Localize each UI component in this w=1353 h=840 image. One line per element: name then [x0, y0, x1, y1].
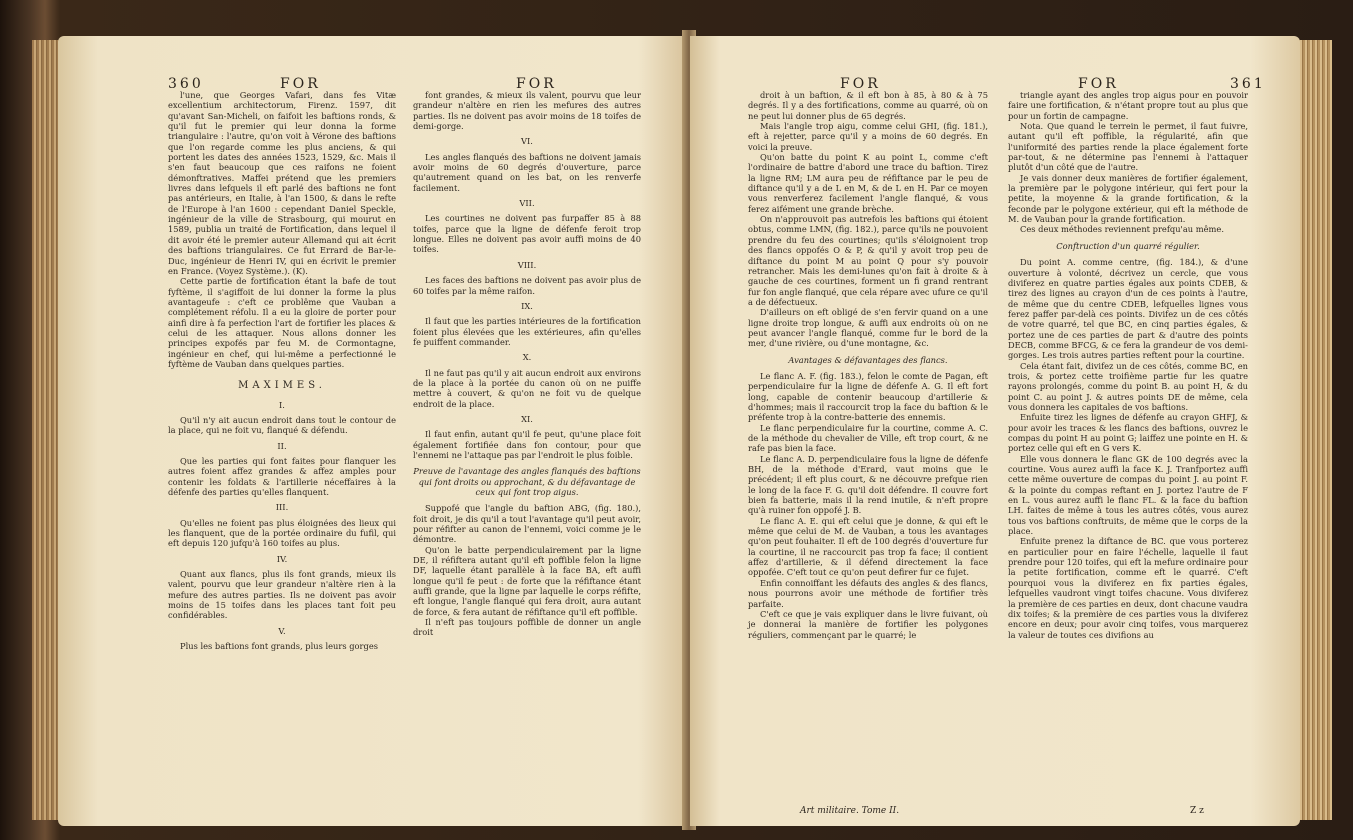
- paragraph: On n'approuvoit pas autrefois les baftions qui étoient obtus, comme LMN, (fig. 182.), parce qu'ils ne pouvoient prendre du feu des courtines; qu'ils s'éloignoient trop des flancs oppofés O & P, & qu'il y avoit trop peu de diftance du point M au point Q pour s'y pouvoir retrancher. Mais les demi-lunes qu'on fait à droite & à gauche de ces courtines, forment un fi grand rentrant fur fon angle flanqué, que cela répare avec ufure ce qu'il a de défectueux.: [748, 214, 988, 307]
- paragraph: Enfuite tirez les lignes de défenfe au crayon GHFJ, & pour avoir les traces & les flancs des baftions, ouvrez le compas du point H au point G; laiffez une pointe en H. & portez celle qui eft en G vers K.: [1008, 412, 1248, 454]
- maxim-number: VI.: [521, 136, 533, 147]
- paragraph: Il n'eft pas toujours poffible de donner un angle droit: [413, 617, 641, 638]
- section-heading: Avantages & défavantages des flancs.: [788, 354, 948, 365]
- left-column-1: [168, 90, 396, 652]
- maxim-number: IV.: [276, 553, 288, 564]
- maxim-text: Il ne faut pas qu'il y ait aucun endroit aux environs de la place à la portée du canon où on ne puiffe mettre à couvert, & qu'on ne foit vu de quelque endroit de la place.: [413, 367, 641, 409]
- left-page-number: 360: [168, 76, 204, 92]
- paragraph: l'une, que Georges Vafari, dans fes Vitæ excellentium architectorum, Firenz. 1597, dit qu'avant San-Micheli, on faifoit les baftions ronds, & qu'il fut le premier qui leur donna la forme triangulaire : l'autre, qu'on voit à Vérone des baftions que l'on regarde comme les plus anciens, & qui portent les dates des années 1523, 1529, &c. Mais il s'en faut beaucoup que ces raifons ne foient démonftratives. Maffei prétend que les premiers livres dans lefquels il eft parlé des baftions ne font pas antérieurs, en Italie, à l'an 1500, & dans le refte de l'Europe à l'an 1600 : cependant Daniel Speckle, ingénieur de la ville de Strasbourg, qui mourut en 1589, publia un traité de Fortification, dans lequel il dit avoir été le premier auteur Allemand qui ait écrit des baftions triangulaires. Ce fut Errard de Bar-le-Duc, ingénieur de Henri IV, qui en écrivit le premier en France. (Voyez Système.). (K).: [168, 90, 396, 276]
- maxim-text: Que les parties qui font faites pour flanquer les autres foient affez grandes & affez amples pour contenir les foldats & l'artillerie néceffaires à la défenfe des parties qu'elles flanquent.: [168, 456, 396, 498]
- maxim-text: Qu'il n'y ait aucun endroit dans tout le contour de la place, qui ne foit vu, flanqué & défendu.: [168, 414, 396, 436]
- maxim-number: III.: [275, 502, 289, 513]
- left-running-head-1: FOR: [280, 76, 321, 92]
- footer-volume: Art militaire. Tome II.: [800, 806, 900, 816]
- paragraph: Le flanc A. D. perpendiculaire fous la ligne de défenfe BH, de la méthode d'Erard, vaut moins que le précédent; il eft plus court, & ne découvre prefque rien le long de la face F. G. qu'il doit défendre. Il couvre fort bien fa batterie, mais il la rend inutile, & n'eft propre qu'à ruiner fon oppofé J. B.: [748, 453, 988, 516]
- maxim-text: Les faces des baftions ne doivent pas avoir plus de 60 toifes par la même raifon.: [413, 275, 641, 296]
- right-page-number: 361: [1230, 76, 1266, 92]
- maxim-text: Plus les baftions font grands, plus leurs gorges: [180, 641, 378, 652]
- section-heading: Preuve de l'avantage des angles flanqués des baftions qui font droits ou approchant, & du défavantage de ceux qui font trop aigus.: [413, 466, 641, 497]
- left-page: [58, 36, 686, 826]
- paragraph: font grandes, & mieux ils valent, pourvu que leur grandeur n'altère en rien les mefures des autres parties. Ils ne doivent pas avoir moins de 18 toifes de demi-gorge.: [413, 90, 641, 132]
- maxim-number: VII.: [519, 198, 535, 209]
- paragraph: triangle ayant des angles trop aigus pour en pouvoir faire une fortification, & n'étant propre tout au plus que pour un fortin de campagne.: [1008, 90, 1248, 121]
- paragraph: Nota. Que quand le terrein le permet, il faut fuivre, autant qu'il eft poffible, la régularité, afin que l'uniformité des parties rende la place également forte par-tout, & ne détermine pas l'ennemi à l'attaquer plutôt d'un côté que de l'autre.: [1008, 121, 1248, 173]
- paragraph: Le flanc perpendiculaire fur la courtine, comme A. C. de la méthode du chevalier de Ville, eft trop court, & ne rafe pas bien la face.: [748, 422, 988, 454]
- maxim-text: Il faut enfin, autant qu'il fe peut, qu'une place foit également fortifiée dans fon contour, pour que l'ennemi ne l'attaque pas par l'endroit le plus foible.: [413, 429, 641, 460]
- paragraph: D'ailleurs on eft obligé de s'en fervir quand on a une ligne droite trop longue, & auffi aux endroits où on ne peut avancer l'angle flanqué, comme fur le bord de la mer, d'une rivière, ou d'une montagne, &c.: [748, 307, 988, 349]
- maxim-text: Qu'elles ne foient pas plus éloignées des lieux qui les flanquent, que de la portée ordinaire du fufil, qui eft depuis 120 jufqu'à 160 toifes au plus.: [168, 517, 396, 549]
- paragraph: Qu'on le batte perpendiculairement par la ligne DE, il réfiftera autant qu'il eft poffible felon la ligne DF, laquelle étant parallèle à la face BA, eft auffi longue qu'il fe peut : de forte que la réfiftance étant auffi grande, que la ligne par laquelle le corps réfifte, eft longue, l'angle flanqué qui fera droit, aura autant de force, & fera autant de réfiftance qu'il eft poffible.: [413, 544, 641, 617]
- paragraph: Qu'on batte du point K au point L, comme c'eft l'ordinaire de battre d'abord une trace du baftion. Tirez la ligne RM; LM aura peu de réfiftance par le peu de diftance qu'il y a de L en M, & de L en H. Par ce moyen vous renverferez facilement l'angle flanqué, & vous ferez aifément une grande brèche.: [748, 152, 988, 214]
- signature-mark: Z z: [1190, 806, 1204, 816]
- paragraph: Le flanc A. F. (fig. 183.), felon le comte de Pagan, eft perpendiculaire fur la ligne de défenfe A. G. Il eft fort long, capable de contenir beaucoup d'artillerie & d'hommes; mais il raccourcit trop la face du baftion & le préfente trop à la contre-batterie des ennemis.: [748, 370, 988, 423]
- right-running-head-2: FOR: [1078, 76, 1119, 92]
- maxim-number: X.: [522, 352, 532, 363]
- maxim-text: Les courtines ne doivent pas furpaffer 85 à 88 toifes, parce que la ligne de défenfe feroit trop longue. Elles ne doivent pas avoir auffi moins de 40 toifes.: [413, 213, 641, 255]
- paragraph: Mais l'angle trop aigu, comme celui GHI, (fig. 181.), eft à rejetter, parce qu'il y a moins de 60 degrés. En voici la preuve.: [748, 121, 988, 152]
- right-page: [690, 36, 1300, 826]
- maxim-text: Il faut que les parties intérieures de la fortification foient plus élevées que les extérieures, afin qu'elles fe puiffent commander.: [413, 316, 641, 347]
- paragraph: Elle vous donnera le flanc GK de 100 degrés avec la courtine. Vous aurez auffi la face K. J. Tranfportez auffi cette même ouverture de compas du point J. au point F. & la pointe du compas reftant en J. portez l'autre de F en L. vous aurez auffi le flanc FL. & la face du baftion LH. faites de même à tous les autres côtés, vous aurez tous vos baftions conftruits, de même que le corps de la place.: [1008, 453, 1248, 537]
- right-column-2: [1008, 90, 1248, 640]
- maxim-text: Quant aux flancs, plus ils font grands, mieux ils valent, pourvu que leur grandeur n'altère rien à la mefure des autres parties. Ils ne doivent pas avoir moins de 15 toifes dans les places tant foit peu confidérables.: [168, 569, 396, 621]
- maxim-number: I.: [279, 399, 285, 410]
- left-column-2: [413, 90, 641, 638]
- right-column-1: [748, 90, 988, 640]
- maxim-number: V.: [278, 625, 286, 636]
- paragraph: Enfin connoiffant les défauts des angles & des flancs, nous pourrons avoir une méthode de fortifier très parfaite.: [748, 577, 988, 609]
- paragraph: C'eft ce que je vais expliquer dans le livre fuivant, où je donnerai la manière de fortifier les polygones réguliers, commençant par le quarré; le: [748, 608, 988, 640]
- paragraph: Suppofé que l'angle du baftion ABG, (fig. 180.), foit droit, je dis qu'il a tout l'avantage qu'il peut avoir, pour réfifter au canon de l'ennemi, voici comme je le démontre.: [413, 503, 641, 545]
- maxim-text: Les angles flanqués des baftions ne doivent jamais avoir moins de 60 degrés d'ouverture, parce qu'autrement quand on les bat, on les renverfe facilement.: [413, 151, 641, 193]
- right-running-head-1: FOR: [840, 76, 881, 92]
- paragraph: Ces deux méthodes reviennent prefqu'au même.: [1020, 224, 1224, 235]
- maxim-number: VIII.: [517, 259, 537, 270]
- maxim-number: XI.: [521, 413, 533, 424]
- paragraph: Cela étant fait, divifez un de ces côtés, comme BC, en trois, & portez cette troifième partie fur les quatre rayons prolongés, comme du point B. au point H, & du point C. au point J. & autres points DE de même, cela vous donnera les capitales de vos baftions.: [1008, 360, 1248, 412]
- paragraph: Je vais donner deux manières de fortifier également, la première par le polygone intérieur, qui fert pour la petite, la moyenne & la grande fortification, & la feconde par le polygone extérieur, qui eft la méthode de M. de Vauban pour la grande fortification.: [1008, 172, 1248, 225]
- paragraph: droit à un baftion, & il eft bon à 85, à 80 & à 75 degrés. Il y a des fortifications, comme au quarré, où on ne peut lui donner plus de 65 degrés.: [748, 90, 988, 121]
- maximes-title: MAXIMES.: [238, 380, 326, 392]
- right-page-edges: [1298, 40, 1332, 820]
- paragraph: Du point A. comme centre, (fig. 184.), & d'une ouverture à volonté, décrivez un cercle, que vous diviferez en quatre parties égales aux points CDEB, & tirez des lignes au crayon d'un de ces points à l'autre, de même que du centre CDEB, lefquelles lignes vous ferez paffer par-delà ces points. Divifez un de ces côtés de votre quarré, tel que BC, en cinq parties égales, & portez une de ces parties de part & d'autre des points DECB, comme BFCG, & ce fera la grandeur de vos demi-gorges. Les trois autres parties reftent pour la courtine.: [1008, 257, 1248, 361]
- left-running-head-2: FOR: [516, 76, 557, 92]
- paragraph: Le flanc A. E. qui eft celui que je donne, & qui eft le même que celui de M. de Vauban, a tous les avantages qu'on peut fouhaiter. Il eft de 100 degrés d'ouverture fur la courtine, il ne raccourcit pas trop fa face; il contient affez d'artillerie, & il défend directement la face oppofée. C'eft tout ce qu'on peut defirer fur ce fujet.: [748, 515, 988, 578]
- section-heading: Conftruction d'un quarré régulier.: [1056, 240, 1200, 251]
- paragraph: Enfuite prenez la diftance de BC. que vous porterez en particulier pour en faire l'échelle, laquelle il faut prendre pour 120 toifes, qui eft la mefure ordinaire pour la petite fortification, comme eft le quarré. C'eft pourquoi vous la diviferez en fix parties égales, lefquelles vaudront vingt toifes chacune. Vous diviferez la première de ces parties en deux, dont chacune vaudra dix toifes; & la première de ces parties vous la diviferez encore en deux; pour avoir cinq toifes, vous marquerez la valeur de toutes ces divifions au: [1008, 536, 1248, 640]
- paragraph: Cette partie de fortification étant la bafe de tout fyftème, il s'agiffoit de lui donner la forme la plus avantageufe : c'eft ce problême que Vauban a complétement réfolu. Il a eu la gloire de porter pour ainfi dire à fa perfection l'art de fortifier les places & celui de les attaquer. Nous allons donner les principes expofés par feu M. de Cormontagne, ingénieur en chef, qui lui-même a perfectionné le fyftème de Vauban dans quelques parties.: [168, 276, 396, 369]
- maxim-number: II.: [277, 440, 287, 451]
- maxim-number: IX.: [521, 300, 533, 311]
